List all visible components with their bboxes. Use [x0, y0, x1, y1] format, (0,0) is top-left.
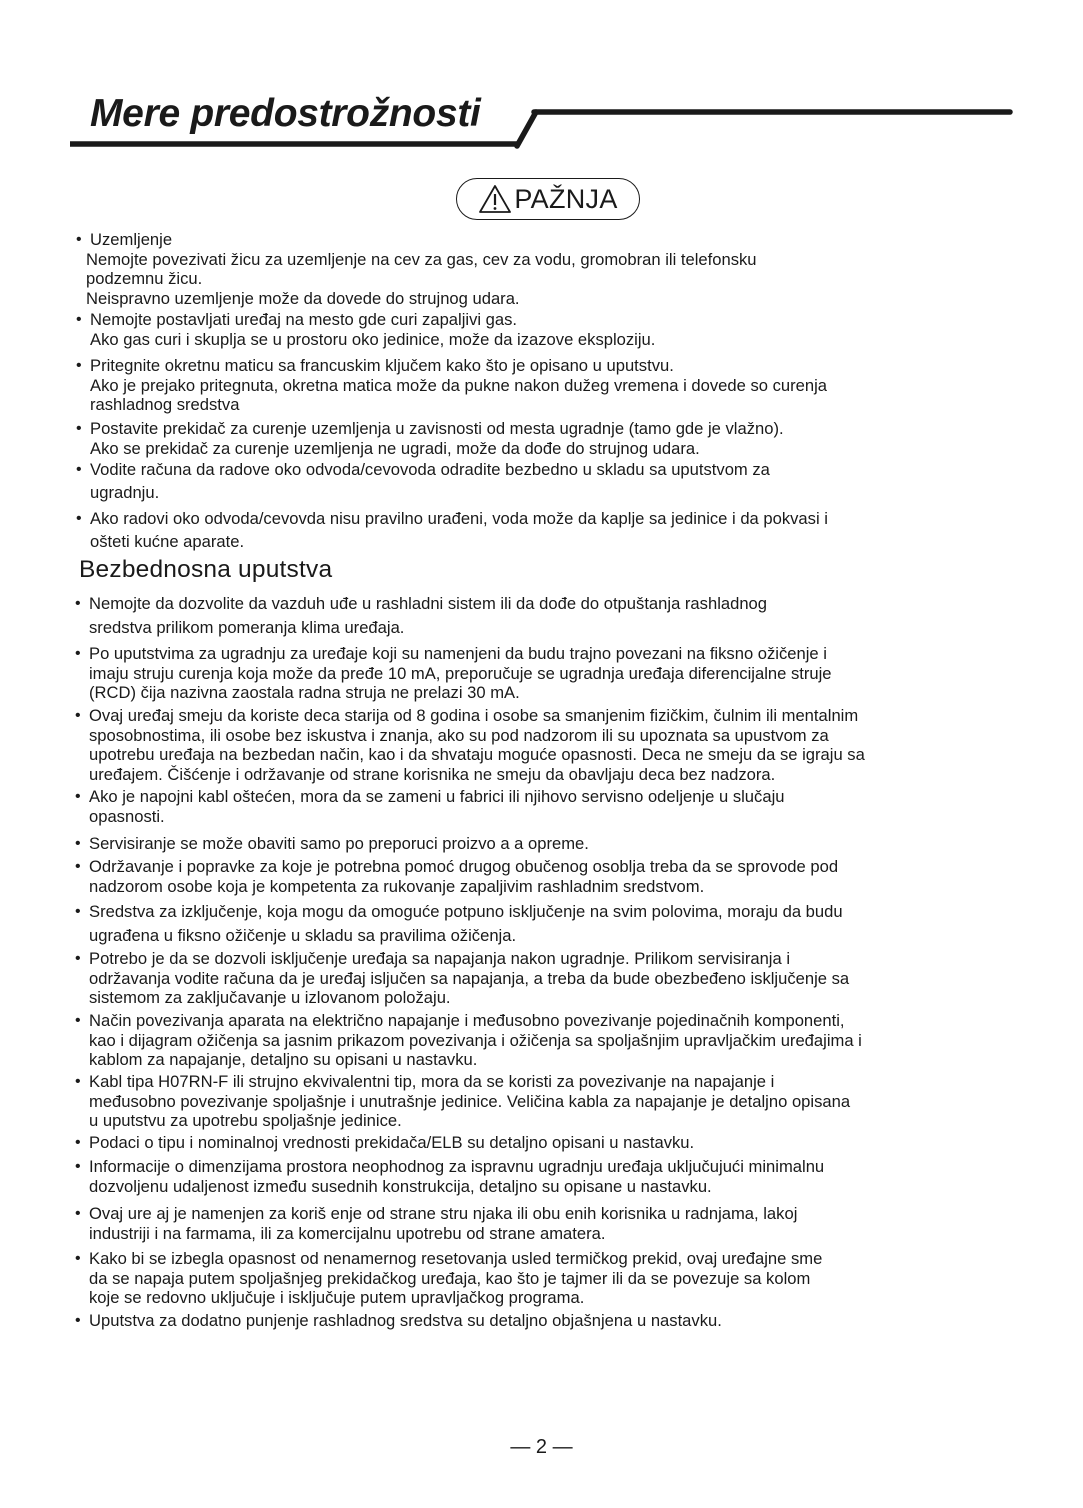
item-line: Neispravno uzemljenje može da dovede do strujnog udara.	[86, 288, 520, 308]
item-line: Vodite računa da radove oko odvoda/cevovoda odradite bezbedno u skladu sa uputstvom za	[90, 460, 770, 479]
page-number: — 2 —	[510, 1436, 573, 1458]
list-item: • Ako je napojni kabl oštećen, mora da se zameni u fabrici ili njihovo servisno odeljenje u slučaju opasnosti.	[75, 787, 785, 826]
item-line: industriji i na farmama, ili za komercijalnu upotrebu od strane amatera.	[89, 1223, 606, 1243]
list-item: • Uputstva za dodatno punjenje rashladnog sredstva su detaljno objašnjena u nastavku.	[75, 1311, 722, 1330]
list-item: • Podaci o tipu i nominalnoj vrednosti prekidača/ELB su detaljno opisani u nastavku.	[75, 1133, 695, 1152]
list-item: • Sredstva za izključenje, koja mogu da omoguće potpuno isključenje na svim polovima, moraju da budu ugrađena u fiksno ožičenje u skladu sa pravilima ožičenja.	[75, 902, 843, 945]
list-item: • Ovaj ure aj je namenjen za koriš enje od strane stru njaka ili obu enih korisnika u radnjama, lakoj industriji i na farmama, ili za komercijalnu upotrebu od strane amatera.	[75, 1204, 798, 1243]
item-line: ugrađena u fiksno ožičenje u skladu sa pravilima ožičenja.	[89, 925, 517, 945]
item-line: uređajem. Čišćenje i održavanje od strane korisnika ne smeju da obavljaju deca bez nadzora.	[89, 764, 776, 784]
item-line: Potrebo je da se dozvoli isključenje uređaja sa napajanja nakon ugradnje. Prilikom servisiranja i	[89, 949, 791, 968]
item-line: kao i dijagram ožičenja sa jasnim prikazom povezivanja i ožičenja sa spoljašnjim upravljačkim uređajima i	[89, 1030, 862, 1050]
item-line: (RCD) čija nazivna zaostala radna struja ne prelazi 30 mA.	[89, 683, 520, 703]
item-line: Ovaj uređaj smeju da koriste deca starija od 8 godina i osobe sa smanjenim fizičkim, čulnim ili mentalnim	[89, 706, 859, 725]
item-line: ugradnju.	[90, 482, 160, 502]
item-line: Kako bi se izbegla opasnost od nenamernog resetovanja usled termičkog prekid, ovaj uređajne sme	[89, 1249, 823, 1268]
header-rule	[0, 0, 1083, 160]
item-line: Održavanje i popravke za koje je potrebna pomoć drugog obučenog osoblja treba da se sprovode pod	[89, 857, 839, 876]
item-line: dozvoljenu udaljenost između susednih konstrukcija, detaljno su opisane u nastavku.	[89, 1176, 712, 1196]
item-line: sistemom za zaključavanje u izlovanom položaju.	[89, 988, 451, 1008]
item-line: Uputstva za dodatno punjenje rashladnog sredstva su detaljno objašnjena u nastavku.	[89, 1311, 722, 1330]
item-line: Postavite prekidač za curenje uzemljenja u zavisnosti od mesta ugradnje (tamo gde je vlažno).	[90, 419, 784, 438]
item-line: Ako je napojni kabl oštećen, mora da se zameni u fabrici ili njihovo servisno odeljenje u slučaju	[89, 787, 785, 806]
item-line: sposobnostima, ili osobe bez iskustva i znanja, ako su pod nadzorom ili su upoznata sa upustvom za	[89, 725, 829, 745]
item-line: podzemnu žicu.	[86, 269, 203, 289]
list-item: • Uzemljenje Nemojte povezivati žicu za uzemljenje na cev za gas, cev za vodu, gromobran ili telefonsku podzemnu žicu. Neispravno uzemljenje može da dovede do strujnog udara.	[76, 230, 757, 308]
item-line: Ako radovi oko odvoda/cevovda nisu pravilno urađeni, voda može da kaplje sa jedinice i da pokvasi i	[90, 509, 828, 528]
warning-triangle-icon	[478, 184, 512, 214]
item-line: u uputstvu za upotrebu spoljašnje jedinice.	[89, 1111, 402, 1131]
list-item: • Informacije o dimenzijama prostora neophodnog za ispravnu ugradnju uređaja uključujući minimalnu dozvoljenu udaljenost između susednih konstrukcija, detaljno su opisane u nastavku.	[75, 1157, 825, 1196]
item-line: koje se redovno uključuje i isključuje putem upravljačkog programa.	[89, 1288, 585, 1308]
item-line: Nemojte povezivati žicu za uzemljenje na cev za gas, cev za vodu, gromobran ili telefonsku	[86, 249, 757, 269]
list-item: • Ovaj uređaj smeju da koriste deca starija od 8 godina i osobe sa smanjenim fizičkim, čulnim ili mentalnim sposobnostima, ili osobe bez iskustva i znanja, ako su pod nadzorom ili su upoznata sa upustvom za upotrebu uređaja na bezbedan način, kao i da shvataju moguće opasnosti. Deca ne smeju da se igraju sa uređajem. Čišćenje i održavanje od strane korisnika ne smeju da obavljaju deca bez nadzora.	[75, 706, 865, 784]
list-item: • Način povezivanja aparata na električno napajanje i međusobno povezivanje pojedinačnih komponenti, kao i dijagram ožičenja sa jasnim prikazom povezivanja i ožičenja sa spoljašnjim upravljačkim uređajima i kablom za napajanje, detaljno su opisani u nastavku.	[75, 1011, 862, 1070]
list-item: • Ako radovi oko odvoda/cevovda nisu pravilno urađeni, voda može da kaplje sa jedinice i da pokvasi i ošteti kućne aparate.	[76, 509, 828, 551]
item-line: opasnosti.	[89, 806, 165, 826]
item-line: održavanja vodite računa da je uređaj isljučen sa napajanja, a treba da bude obezbeđeno isključenje sa	[89, 968, 850, 988]
item-line: Ovaj ure aj je namenjen za koriš enje od strane stru njaka ili obu enih korisnika u radnjama, lakoj	[89, 1204, 798, 1223]
item-line: da se napaja putem spoljašnjeg prekidačkog uređaja, kao što je tajmer ili da se povezuje sa kolom	[89, 1268, 811, 1288]
item-line: rashladnog sredstva	[90, 395, 240, 415]
item-line: Ako je prejako pritegnuta, okretna matica može da pukne nakon dužeg vremena i dovede so curenja	[90, 375, 828, 395]
list-item: • Vodite računa da radove oko odvoda/cevovoda odradite bezbedno u skladu sa uputstvom za ugradnju.	[76, 460, 770, 502]
list-item: • Nemojte postavljati uređaj na mesto gde curi zapaljivi gas. Ako gas curi i skuplja se u prostoru oko jedinice, može da izazove eksploziju.	[76, 310, 656, 349]
item-line: imaju struju curenja koja može da pređe 10 mA, preporučuje se ugradnja uređaja diferencijalne struje	[89, 663, 832, 683]
item-line: Podaci o tipu i nominalnoj vrednosti prekidača/ELB su detaljno opisani u nastavku.	[89, 1133, 695, 1152]
list-item: • Postavite prekidač za curenje uzemljenja u zavisnosti od mesta ugradnje (tamo gde je vlažno). Ako se prekidač za curenje uzemljenja ne ugradi, može da dođe do strujnog udara.	[76, 419, 784, 458]
list-item: • Održavanje i popravke za koje je potrebna pomoć drugog obučenog osoblja treba da se sprovode pod nadzorom osobe koja je kompetenta za rukovanje zapaljivim rashladnim sredstvom.	[75, 857, 839, 896]
list-item: • Kako bi se izbegla opasnost od nenamernog resetovanja usled termičkog prekid, ovaj uređajne sme da se napaja putem spoljašnjeg prekidačkog uređaja, kao što je tajmer ili da se povezuje sa kolom koje se redovno uključuje i isključuje putem upravljačkog programa.	[75, 1249, 823, 1308]
page-title: Mere predostrožnosti	[90, 92, 481, 135]
item-line: međusobno povezivanje spoljašnje i unutrašnje jedinice. Veličina kabla za napajanje je detaljno opisana	[89, 1091, 851, 1111]
caution-badge	[456, 178, 640, 220]
item-line: Servisiranje se može obaviti samo po preporuci proizvo a a opreme.	[89, 834, 589, 853]
item-line: Sredstva za izključenje, koja mogu da omoguće potpuno isključenje na svim polovima, moraju da budu	[89, 902, 843, 921]
list-item: • Kabl tipa H07RN-F ili strujno ekvivalentni tip, mora da se koristi za povezivanje na napajanje i međusobno povezivanje spoljašnje i unutrašnje jedinice. Veličina kabla za napajanje je detaljno opisana u uputstvu za upotrebu spoljašnje jedinice.	[75, 1072, 851, 1131]
item-line: Po uputstvima za ugradnju za uređaje koji su namenjeni da budu trajno povezani na fiksno ožičenje i	[89, 644, 827, 663]
item-line: Kabl tipa H07RN-F ili strujno ekvivalentni tip, mora da se koristi za povezivanje na napajanje i	[89, 1072, 775, 1091]
list-item: • Po uputstvima za ugradnju za uređaje koji su namenjeni da budu trajno povezani na fiksno ožičenje i imaju struju curenja koja može da pređe 10 mA, preporučuje se ugradnja uređaja diferencijalne struje (RCD) čija nazivna zaostala radna struja ne prelazi 30 mA.	[75, 644, 832, 703]
list-item: • Pritegnite okretnu maticu sa francuskim ključem kako što je opisano u uputstvu. Ako je prejako pritegnuta, okretna matica može da pukne nakon dužeg vremena i dovede so curenja rashladnog sredstva	[76, 356, 828, 415]
item-line: kablom za napajanje, detaljno su opisani u nastavku.	[89, 1050, 478, 1070]
caution-label: PAŽNJA	[514, 183, 618, 214]
item-line: Nemojte postavljati uređaj na mesto gde curi zapaljivi gas.	[90, 310, 518, 329]
item-line: Način povezivanja aparata na električno napajanje i međusobno povezivanje pojedinačnih komponenti,	[89, 1011, 845, 1030]
item-line: upotrebu uređaja na bezbedan način, kao i da shvataju moguće opasnosti. Deca ne smeju da se igraju sa	[89, 745, 865, 765]
item-line: Pritegnite okretnu maticu sa francuskim ključem kako što je opisano u uputstvu.	[90, 356, 674, 375]
item-line: Nemojte da dozvolite da vazduh uđe u rashladni sistem ili da dođe do otpuštanja rashladnog	[89, 594, 768, 613]
item-line: Informacije o dimenzijama prostora neophodnog za ispravnu ugradnju uređaja uključujući minimalnu	[89, 1157, 825, 1176]
section-title: Bezbednosna uputstva	[79, 556, 333, 583]
item-line: Ako se prekidač za curenje uzemljenja ne ugradi, može da dođe do strujnog udara.	[90, 438, 700, 458]
item-line: sredstva prilikom pomeranja klima uređaja.	[89, 617, 405, 637]
item-line: Uzemljenje	[90, 230, 173, 249]
list-item: • Nemojte da dozvolite da vazduh uđe u rashladni sistem ili da dođe do otpuštanja rashladnog sredstva prilikom pomeranja klima uređaja.	[75, 594, 768, 637]
item-line: ošteti kućne aparate.	[90, 531, 245, 551]
item-line: nadzorom osobe koja je kompetenta za rukovanje zapaljivim rashladnim sredstvom.	[89, 876, 705, 896]
list-item: • Potrebo je da se dozvoli isključenje uređaja sa napajanja nakon ugradnje. Prilikom servisiranja i održavanja vodite računa da je uređaj isljučen sa napajanja, a treba da bude obezbeđeno isključenje sa sistemom za zaključavanje u izlovanom položaju.	[75, 949, 850, 1008]
list-item: • Servisiranje se može obaviti samo po preporuci proizvo a a opreme.	[75, 834, 589, 853]
item-line: Ako gas curi i skuplja se u prostoru oko jedinice, može da izazove eksploziju.	[90, 329, 656, 349]
